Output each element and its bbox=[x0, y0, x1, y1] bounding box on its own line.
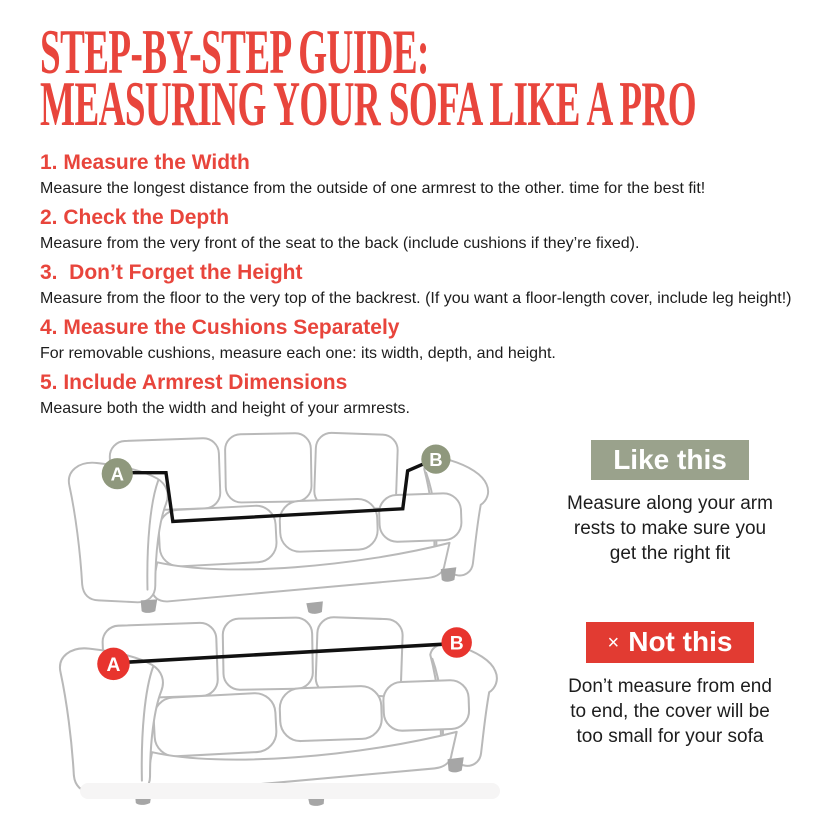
marker-b-label: B bbox=[429, 448, 443, 470]
step-1 bbox=[40, 150, 805, 199]
step-3 bbox=[40, 260, 805, 309]
step-4 bbox=[40, 315, 805, 364]
step-4-body: For removable cushions, measure each one: its width, depth, and height. bbox=[40, 345, 556, 362]
step-3-heading: 3. Don’t Forget the Height bbox=[40, 261, 303, 284]
page-title-line2: MEASURING YOUR SOFA LIKE A PRO bbox=[40, 68, 696, 139]
marker-a bbox=[97, 648, 129, 680]
marker-b-label: B bbox=[449, 633, 464, 655]
not-this-panel bbox=[532, 622, 808, 749]
not-this-caption bbox=[532, 674, 808, 749]
caption-line: get the right fit bbox=[609, 543, 731, 564]
marker-b bbox=[421, 444, 450, 473]
marker-b bbox=[441, 627, 471, 657]
page-title bbox=[40, 16, 823, 139]
caption-line: Measure along your arm bbox=[567, 493, 773, 514]
like-this-badge: Like this bbox=[591, 440, 749, 480]
decorative-strip bbox=[80, 783, 500, 799]
step-2-heading: 2. Check the Depth bbox=[40, 206, 230, 229]
caption-line: to end, the cover will be bbox=[570, 701, 770, 722]
step-5-heading: 5. Include Armrest Dimensions bbox=[40, 371, 348, 394]
x-icon: × bbox=[607, 632, 620, 654]
step-5-body: Measure both the width and height of your armrests. bbox=[40, 400, 410, 417]
like-this-caption bbox=[532, 491, 808, 566]
caption-line: rests to make sure you bbox=[573, 518, 767, 539]
step-1-heading: 1. Measure the Width bbox=[40, 151, 250, 174]
caption-line: Don’t measure from end bbox=[568, 676, 772, 697]
step-5 bbox=[40, 370, 805, 419]
page-title-line1: STEP-BY-STEP GUIDE: bbox=[40, 16, 429, 87]
not-this-badge bbox=[586, 622, 755, 663]
marker-a bbox=[102, 458, 133, 489]
step-4-heading: 4. Measure the Cushions Separately bbox=[40, 316, 400, 339]
like-this-panel bbox=[532, 440, 808, 566]
sofa-correct-svg bbox=[30, 424, 530, 614]
step-3-body: Measure from the floor to the very top of the backrest. (If you want a floor-length cover, include leg height!) bbox=[40, 290, 792, 307]
sofa-diagram-correct bbox=[30, 424, 530, 614]
sofa-wrong-svg bbox=[30, 608, 530, 806]
step-2 bbox=[40, 205, 805, 254]
marker-a-label: A bbox=[106, 654, 121, 676]
steps-list bbox=[40, 150, 805, 425]
step-2-body: Measure from the very front of the seat to the back (include cushions if they’re fixed). bbox=[40, 235, 640, 252]
caption-line: too small for your sofa bbox=[576, 726, 764, 747]
not-this-badge-label: Not this bbox=[628, 626, 733, 657]
marker-a-label: A bbox=[110, 463, 124, 485]
sofa-diagram-wrong bbox=[30, 608, 530, 806]
step-1-body: Measure the longest distance from the outside of one armrest to the other. time for the best fit! bbox=[40, 180, 706, 197]
